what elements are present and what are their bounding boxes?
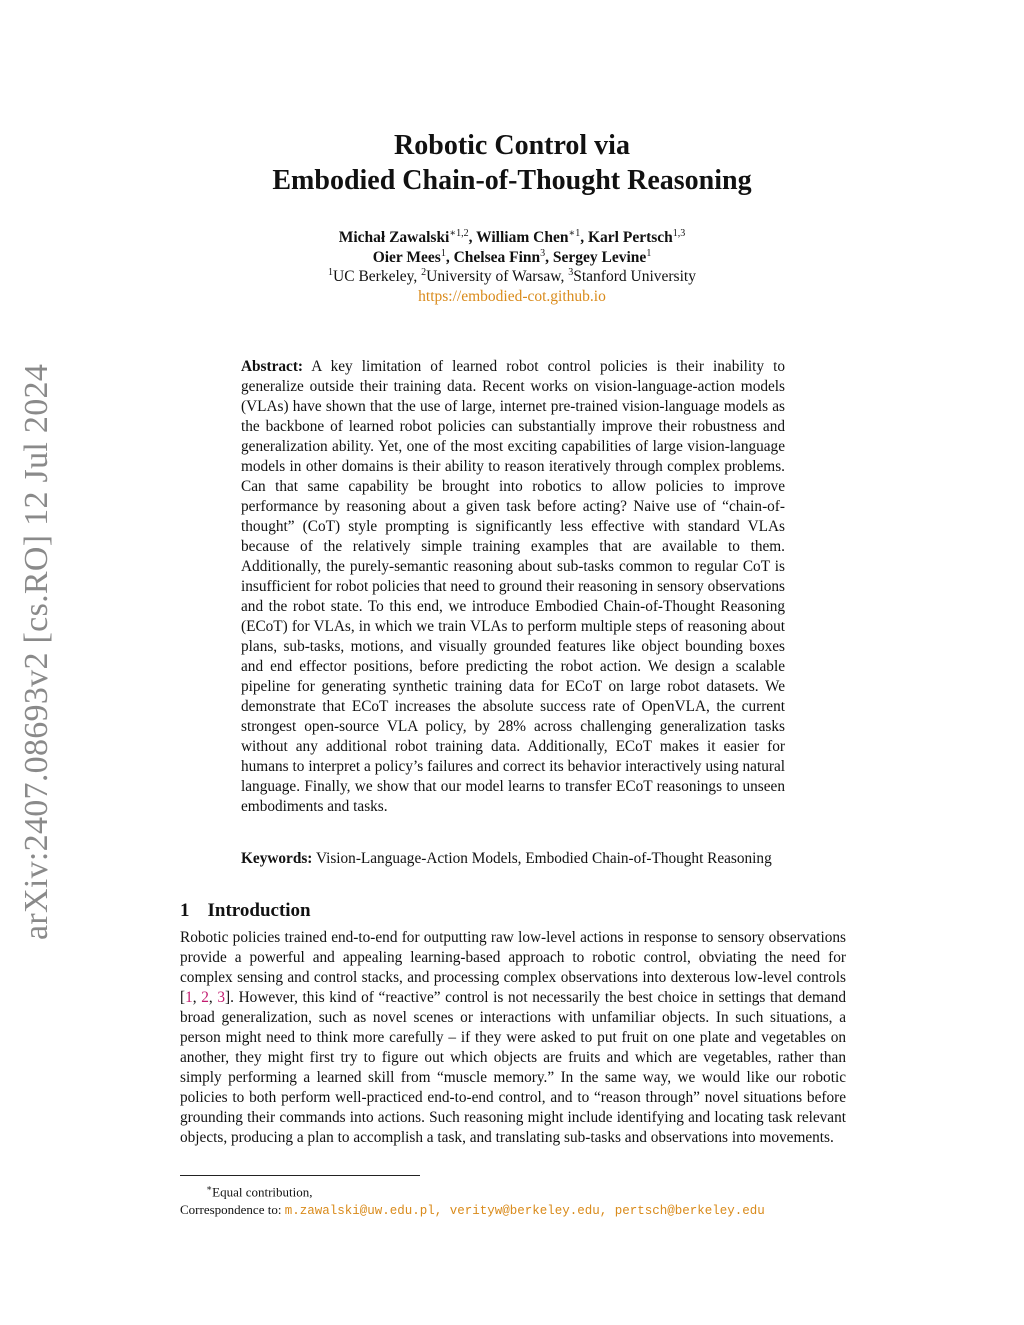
author-sep: , (545, 248, 553, 266)
author-line-1 (0, 228, 1024, 248)
author-1: Michał Zawalski (338, 229, 450, 246)
correspondence-emails[interactable]: m.zawalski@uw.edu.pl, verityw@berkeley.edu, pertsch@berkeley.edu (284, 1204, 765, 1219)
aff-3-sup: 3 (568, 266, 574, 278)
abstract-text: A key limitation of learned robot control policies is their inability to generalize outside their training data. Recent works on vision-language-action models (VLAs) have shown that the use of large, internet pre-trained vision-language models as the backbone of learned robot policies can substantially improve their robustness and generalization ability. Yet, one of the most exciting capabilities of large vision-language models in other domains is their ability to reason iteratively through complex problems. Can that same capability be brought into robotics to allow policies to improve performance by reasoning about a given task before acting? Naive use of “chain-of-thought” (CoT) style prompting is significantly less effective with standard VLAs because of the relatively simple training examples that are available to them. Additionally, the purely-semantic reasoning about sub-tasks common to regular CoT is insufficient for robot policies that need to ground their reasoning in sensory observations and the robot state. To this end, we introduce Embodied Chain-of-Thought Reasoning (ECoT) for VLAs, in which we train VLAs to perform multiple steps of reasoning about plans, sub-tasks, motions, and visually grounded features like object bounding boxes and end effector positions, before predicting the robot action. We design a scalable pipeline for generating synthetic training data for ECoT on large robot datasets. We demonstrate that ECoT increases the absolute success rate of OpenVLA, the current strongest open-source VLA policy, by 28% across challenging generalization tasks without any additional robot training data. Additionally, ECoT makes it easier for humans to interpret a policy’s failures and correct its behavior interactively using natural language. Finally, we show that our model learns to transfer ECoT reasonings to unseen embodiments and tasks. (241, 358, 785, 815)
intro-paragraph (180, 928, 846, 1148)
title-line-1: Robotic Control via (394, 130, 630, 161)
author-3-sup: 1,3 (672, 227, 686, 239)
author-block (0, 228, 1024, 306)
author-4-sup: 1 (440, 247, 446, 259)
citation-link-3[interactable]: 3 (217, 989, 226, 1006)
citation-link-1[interactable]: 1 (185, 989, 193, 1006)
aff-1: UC Berkeley, (333, 268, 422, 285)
arxiv-stamp: arXiv:2407.08693v2 [cs.RO] 12 Jul 2024 (18, 363, 55, 940)
author-sep: , (445, 248, 454, 266)
author-6-sup: 1 (646, 247, 652, 259)
author-2-sup: ∗1 (568, 227, 581, 239)
author-1-sup: ∗1,2 (449, 227, 469, 239)
author-4: Oier Mees (372, 248, 441, 266)
author-2: William Chen (476, 229, 569, 246)
aff-2: University of Warsaw, (426, 268, 569, 285)
aff-1-sup: 1 (328, 266, 334, 278)
footnote-rule (180, 1175, 420, 1176)
section-title: Introduction (207, 900, 311, 921)
author-sep: , (580, 229, 588, 246)
cite-sep: , (192, 989, 202, 1006)
aff-3: Stanford University (573, 268, 696, 285)
intro-text-part-1: Robotic policies trained end-to-end for outputting raw low-level actions in response to sensory observations provide a powerful and appealing learning-based approach to robotic control, obviating the need for complex sensing and control stacks, and processing complex observations into dexterous low-level controls [ (180, 929, 846, 1006)
keywords-text: Vision-Language-Action Models, Embodied Chain-of-Thought Reasoning (315, 850, 772, 867)
citation-link-2[interactable]: 2 (201, 989, 209, 1006)
footnote-correspondence (180, 1201, 765, 1220)
footnote-equal-text: Equal contribution, (212, 1184, 313, 1200)
section-heading (180, 900, 311, 922)
title-line-2: Embodied Chain-of-Thought Reasoning (272, 165, 752, 196)
affiliations (0, 267, 1024, 287)
author-5-sup: 3 (540, 247, 546, 259)
keywords-label: Keywords: (241, 850, 313, 867)
cite-sep: , (208, 989, 218, 1006)
paper-title (0, 128, 1024, 198)
footnote (180, 1179, 765, 1220)
project-url-link[interactable]: https://embodied-cot.github.io (418, 287, 606, 305)
keywords (241, 849, 785, 869)
author-5: Chelsea Finn (453, 248, 541, 266)
intro-text-part-2: ]. However, this kind of “reactive” control is not necessarily the best choice in settings that demand broad generalization, such as novel scenes or interactions with unfamiliar objects. In such situations, a person might need to think more carefully – if they were asked to put fruit on one plate and vegetables on another, they might first try to figure out which objects are fruits and which are vegetables, rather than simply performing a learned skill from “muscle memory.” In the same way, we would like our robotic policies to both perform well-practiced end-to-end control, and to “reason through” novel situations before grounding their commands into actions. Such reasoning might include identifying and locating task relevant objects, producing a plan to accomplish a task, and translating sub-tasks and observations into movements. (180, 989, 846, 1146)
abstract (241, 357, 785, 817)
aff-2-sup: 2 (421, 266, 427, 278)
footnote-mark: ∗ (206, 1183, 213, 1193)
abstract-label: Abstract: (241, 358, 304, 375)
footnote-equal-contribution (180, 1179, 765, 1201)
author-line-2 (0, 248, 1024, 268)
author-sep: , (468, 229, 477, 246)
author-6: Sergey Levine (552, 248, 647, 266)
author-3: Karl Pertsch (588, 229, 673, 246)
project-url-line (0, 287, 1024, 307)
section-number: 1 (180, 900, 190, 921)
correspondence-label: Correspondence to: (180, 1202, 285, 1218)
